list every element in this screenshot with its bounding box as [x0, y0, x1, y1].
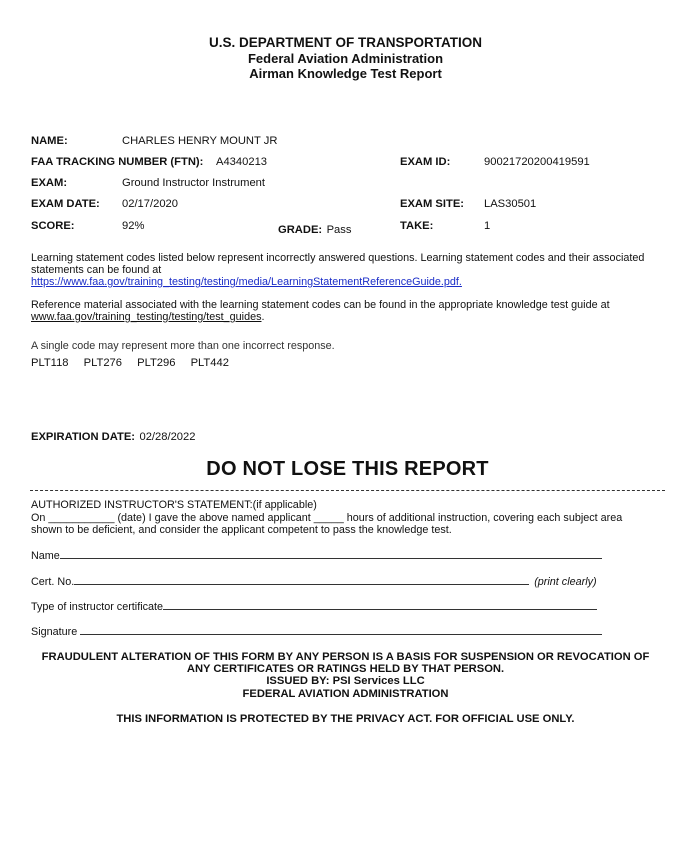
exam-date-value: 02/17/2020	[122, 198, 178, 210]
instructor-statement-text	[31, 512, 661, 536]
privacy-act-notice: THIS INFORMATION IS PROTECTED BY THE PRIVACY ACT. FOR OFFICIAL USE ONLY.	[116, 713, 575, 725]
print-clearly-note: (print clearly)	[534, 576, 597, 588]
take-label: TAKE:	[400, 220, 434, 232]
instructor-certificate-type-label: Type of instructor certificate	[31, 601, 164, 613]
fraud-warning-line2: ANY CERTIFICATES OR RATINGS HELD BY THAT PERSON.	[186, 663, 505, 675]
ftn-value: A4340213	[216, 156, 268, 168]
exam-value: Ground Instructor Instrument	[122, 177, 266, 189]
cert-number-line[interactable]	[74, 575, 529, 585]
learning-code: PLT276	[83, 357, 122, 369]
instructor-name-line[interactable]	[60, 549, 602, 559]
exam-date-label: EXAM DATE:	[31, 198, 100, 210]
expiration-date-value: 02/28/2022	[139, 431, 196, 443]
exam-label: EXAM:	[31, 177, 68, 189]
name-label: NAME:	[31, 135, 68, 147]
learning-code-list	[31, 357, 241, 369]
ftn-label: FAA TRACKING NUMBER (FTN):	[31, 156, 204, 168]
reference-material-paragraph	[31, 299, 656, 323]
cert-number-row	[31, 575, 597, 588]
instructor-statement-line2: shown to be deficient, and consider the applicant competent to pass the knowledge test.	[31, 524, 452, 536]
cert-number-label: Cert. No.	[31, 576, 75, 588]
instructor-statement-heading: AUTHORIZED INSTRUCTOR'S STATEMENT:(if applicable)	[31, 499, 317, 511]
instructor-name-label: Name	[31, 550, 60, 562]
test-guides-link[interactable]: www.faa.gov/training_testing/testing/test_guides	[31, 311, 262, 323]
issuer-agency: FEDERAL AVIATION ADMINISTRATION	[242, 688, 449, 700]
exam-id-label: EXAM ID:	[400, 156, 451, 168]
learning-code: PLT296	[137, 357, 176, 369]
signature-line[interactable]	[80, 625, 602, 635]
report-title: Airman Knowledge Test Report	[249, 66, 442, 81]
signature-row	[31, 625, 602, 638]
learning-statement-guide-link[interactable]: https://www.faa.gov/training_testing/testing/media/LearningStatementReferenceGuide.pdf.	[31, 276, 462, 288]
dashed-separator	[30, 490, 665, 491]
score-label: SCORE:	[31, 220, 75, 232]
instructor-certificate-type-row	[31, 600, 597, 613]
reference-material-end: .	[261, 311, 265, 323]
instructor-certificate-type-line[interactable]	[163, 600, 597, 610]
score-value: 92%	[122, 220, 145, 232]
expiration-date-field	[31, 427, 195, 445]
learning-statement-paragraph	[31, 252, 656, 288]
fraud-warning-line1: FRAUDULENT ALTERATION OF THIS FORM BY ANY PERSON IS A BASIS FOR SUSPENSION OR REVOCATION OF	[41, 651, 650, 663]
grade-label: GRADE:	[278, 224, 323, 236]
expiration-date-label: EXPIRATION DATE:	[31, 431, 136, 443]
instructor-statement-line1: On ___________ (date) I gave the above named applicant _____ hours of additional instruction, covering each subject area	[31, 512, 623, 524]
learning-code: PLT118	[31, 357, 69, 369]
do-not-lose-warning: DO NOT LOSE THIS REPORT	[206, 458, 489, 480]
report-header-agency: Federal Aviation Administration	[247, 51, 444, 66]
learning-statement-text: Learning statement codes listed below represent incorrectly answered questions. Learning statement codes and their associated statements can be found at	[31, 252, 645, 276]
learning-code: PLT442	[190, 357, 229, 369]
reference-material-text: Reference material associated with the learning statement codes can be found in the appropriate knowledge test guide at	[31, 299, 610, 311]
exam-site-label: EXAM SITE:	[400, 198, 465, 210]
exam-site-value: LAS30501	[484, 198, 537, 210]
issued-by: ISSUED BY: PSI Services LLC	[266, 675, 425, 687]
instructor-name-row	[31, 549, 602, 562]
grade-value: Pass	[326, 224, 352, 236]
report-header-department: U.S. DEPARTMENT OF TRANSPORTATION	[209, 35, 482, 50]
grade-field	[278, 220, 351, 238]
single-code-note: A single code may represent more than one incorrect response.	[31, 340, 335, 352]
name-value: CHARLES HENRY MOUNT JR	[122, 135, 278, 147]
signature-label: Signature	[31, 626, 78, 638]
take-value: 1	[484, 220, 491, 232]
exam-id-value: 90021720200419591	[484, 156, 590, 168]
